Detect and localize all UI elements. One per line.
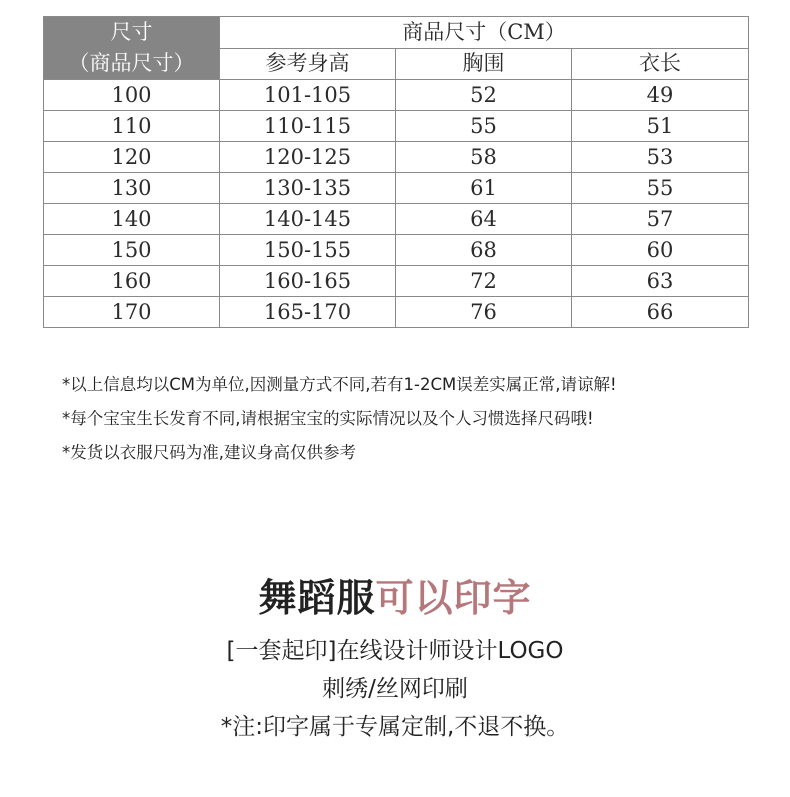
table-row — [44, 142, 749, 173]
cell-height: 165-170 — [220, 297, 396, 328]
print-title-main: 舞蹈服 — [258, 576, 376, 620]
cell-height: 150-155 — [220, 235, 396, 266]
cell-length: 51 — [572, 111, 749, 142]
cell-height: 140-145 — [220, 204, 396, 235]
cell-chest: 64 — [396, 204, 572, 235]
print-info-line: [一套起印]在线设计师设计LOGO — [226, 638, 564, 664]
cell-length: 57 — [572, 204, 749, 235]
custom-print-section — [0, 570, 790, 746]
size-header-sublabel: （商品尺寸） — [68, 51, 195, 75]
print-title-accent: 可以印字 — [375, 576, 532, 620]
print-notice-line: *注:印字属于专属定制,不退不换。 — [220, 714, 570, 740]
print-method-line: 刺绣/丝网印刷 — [322, 676, 468, 702]
print-title — [0, 570, 790, 626]
cell-size: 110 — [44, 111, 220, 142]
cell-height: 101-105 — [220, 80, 396, 111]
note-item: *每个宝宝生长发育不同,请根据宝宝的实际情况以及个人习惯选择尺码哦! — [62, 409, 594, 428]
size-chart-table — [43, 16, 749, 328]
cell-chest: 55 — [396, 111, 572, 142]
cell-length: 66 — [572, 297, 749, 328]
cell-height: 120-125 — [220, 142, 396, 173]
cell-size: 130 — [44, 173, 220, 204]
cell-size: 120 — [44, 142, 220, 173]
table-row — [44, 80, 749, 111]
column-header-length: 衣长 — [572, 48, 749, 80]
column-header-chest: 胸围 — [396, 48, 572, 80]
table-row — [44, 235, 749, 266]
measurement-notes — [62, 368, 617, 470]
table-row — [44, 173, 749, 204]
size-header-cell — [44, 17, 220, 80]
size-header-label: 尺寸 — [110, 20, 153, 44]
cell-chest: 58 — [396, 142, 572, 173]
cell-length: 49 — [572, 80, 749, 111]
cell-size: 160 — [44, 266, 220, 297]
cell-chest: 52 — [396, 80, 572, 111]
table-header-row — [44, 17, 749, 49]
cell-size: 140 — [44, 204, 220, 235]
note-item: *发货以衣服尺码为准,建议身高仅供参考 — [62, 443, 356, 462]
cell-height: 160-165 — [220, 266, 396, 297]
cell-height: 130-135 — [220, 173, 396, 204]
column-header-height: 参考身高 — [220, 48, 396, 80]
cell-size: 170 — [44, 297, 220, 328]
cell-chest: 68 — [396, 235, 572, 266]
cell-size: 100 — [44, 80, 220, 111]
cell-length: 55 — [572, 173, 749, 204]
note-item: *以上信息均以CM为单位,因测量方式不同,若有1-2CM误差实属正常,请谅解! — [62, 375, 617, 394]
cell-size: 150 — [44, 235, 220, 266]
group-header-cell: 商品尺寸（CM） — [220, 17, 749, 49]
cell-length: 63 — [572, 266, 749, 297]
cell-length: 60 — [572, 235, 749, 266]
table-row — [44, 266, 749, 297]
table-row — [44, 111, 749, 142]
table-row — [44, 204, 749, 235]
cell-chest: 76 — [396, 297, 572, 328]
cell-chest: 61 — [396, 173, 572, 204]
cell-length: 53 — [572, 142, 749, 173]
cell-chest: 72 — [396, 266, 572, 297]
cell-height: 110-115 — [220, 111, 396, 142]
table-row — [44, 297, 749, 328]
